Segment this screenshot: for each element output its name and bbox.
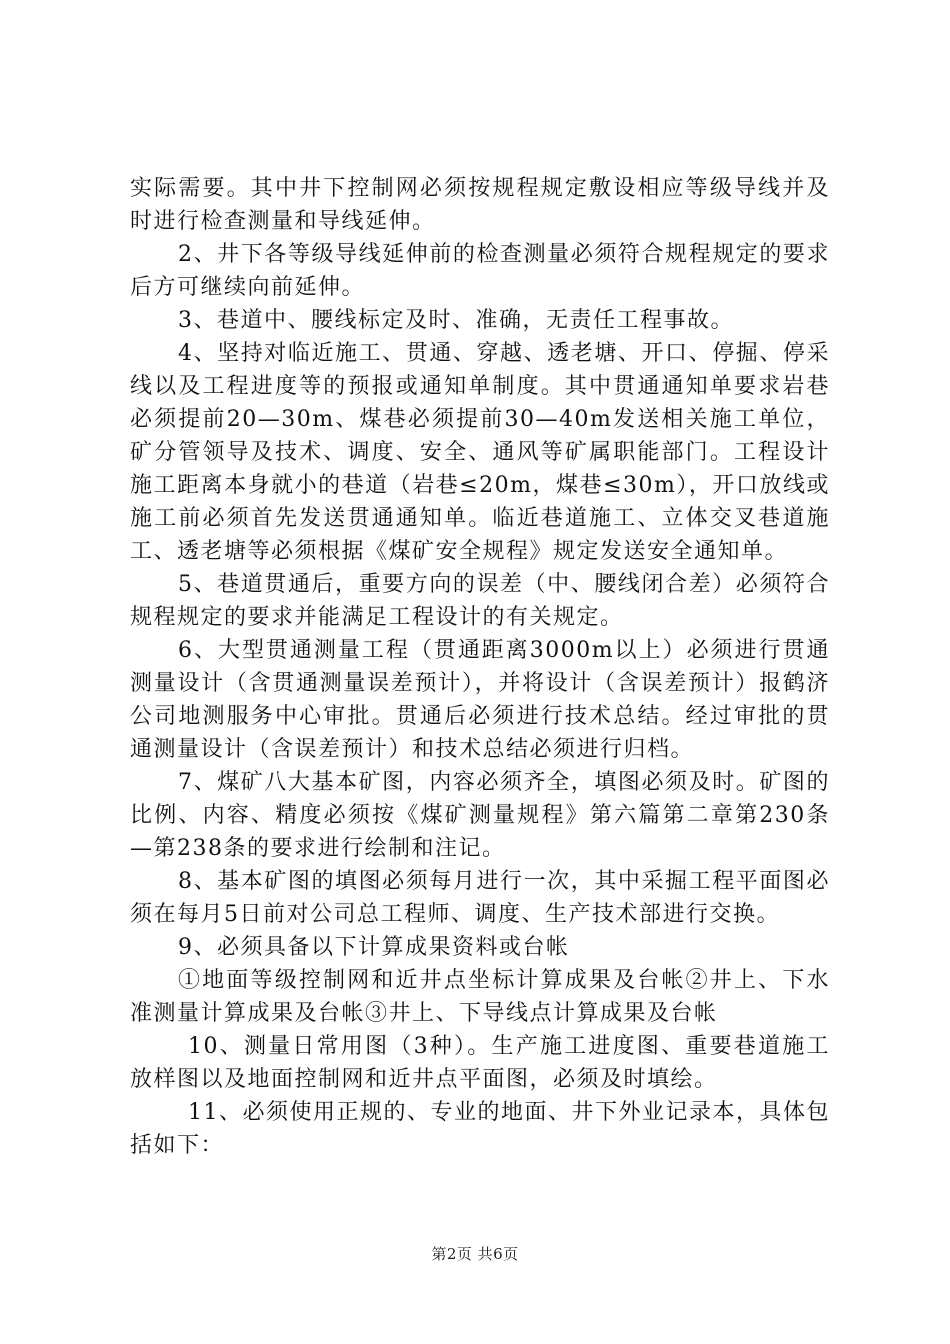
document-body xyxy=(130,172,830,1162)
paragraph-item-3: 3、巷道中、腰线标定及时、准确，无责任工程事故。 xyxy=(178,308,734,333)
paragraph-item-5: 5、巷道贯通后，重要方向的误差（中、腰线闭合差）必须符合规程规定的要求并能满足工程设计的有关规定。 xyxy=(130,572,830,630)
paragraph-item-10: 10、测量日常用图（3种）。生产施工进度图、重要巷道施工放样图以及地面控制网和近井点平面图，必须及时填绘。 xyxy=(130,1034,830,1092)
page-number-footer: 第2页 共6页 xyxy=(431,1245,519,1263)
paragraph-item-11: 11、必须使用正规的、专业的地面、井下外业记录本，具体包括如下： xyxy=(130,1100,830,1158)
paragraph-item-9-list: ①地面等级控制网和近井点坐标计算成果及台帐②井上、下水准测量计算成果及台帐③井上、下导线点计算成果及台帐 xyxy=(130,968,830,1026)
paragraph-item-8: 8、基本矿图的填图必须每月进行一次，其中采掘工程平面图必须在每月5日前对公司总工程师、调度、生产技术部进行交换。 xyxy=(130,869,830,927)
paragraph-item-9: 9、必须具备以下计算成果资料或台帐 xyxy=(178,935,570,960)
paragraph-continuation: 实际需要。其中井下控制网必须按规程规定敷设相应等级导线并及时进行检查测量和导线延伸。 xyxy=(130,176,830,234)
paragraph-item-2: 2、井下各等级导线延伸前的检查测量必须符合规程规定的要求后方可继续向前延伸。 xyxy=(130,242,830,300)
paragraph-item-7: 7、煤矿八大基本矿图，内容必须齐全，填图必须及时。矿图的比例、内容、精度必须按《煤矿测量规程》第六篇第二章第230条—第238条的要求进行绘制和注记。 xyxy=(130,770,830,861)
paragraph-item-4: 4、坚持对临近施工、贯通、穿越、透老塘、开口、停掘、停采线以及工程进度等的预报或通知单制度。其中贯通通知单要求岩巷必须提前20—30m、煤巷必须提前30—40m发送相关施工单位，矿分管领导及技术、调度、安全、通风等矿属职能部门。工程设计施工距离本身就小的巷道（岩巷≤20m，煤巷≤30m），开口放线或施工前必须首先发送贯通通知单。临近巷道施工、立体交叉巷道施工、透老塘等必须根据《煤矿安全规程》规定发送安全通知单。 xyxy=(130,341,830,564)
paragraph-item-6: 6、大型贯通测量工程（贯通距离3000m以上）必须进行贯通测量设计（含贯通测量误差预计），并将设计（含误差预计）报鹤济公司地测服务中心审批。贯通后必须进行技术总结。经过审批的贯通测量设计（含误差预计）和技术总结必须进行归档。 xyxy=(130,638,830,762)
